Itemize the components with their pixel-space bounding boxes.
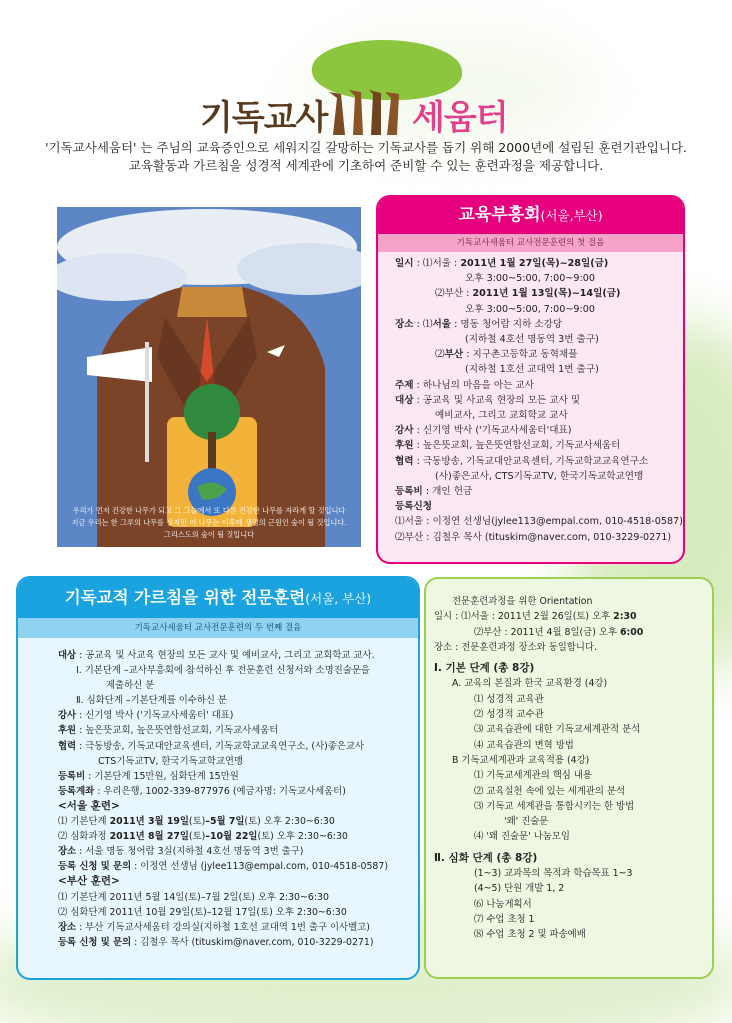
field-text: ⑻ 수업 초청 2 및 파송예배 [474, 929, 586, 941]
detail-line [434, 799, 712, 814]
detail-line [395, 438, 683, 453]
field-label: 장소 [395, 318, 414, 330]
field-label: 후원 [395, 440, 414, 452]
revival-title: 교육부흥회 [458, 205, 541, 225]
field-label: 주제 [395, 379, 414, 391]
field-text: : ⑴ [413, 318, 433, 330]
field-text: B 기독교세계관과 교육적용 (4강) [452, 754, 590, 766]
field-text: : 이정연 선생님 (jylee113@empal.com, 010-4518-0587) [131, 861, 389, 873]
field-text: : 명동 청어람 지하 소강당 [451, 318, 563, 330]
field-text: : 높은뜻교회, 높은뜻연합선교회, 기독교사세움터 [76, 725, 279, 737]
field-text: ⑷ '왜 진술문' 나눔모임 [474, 831, 570, 843]
field-emphasis: 6:00 [619, 626, 644, 638]
detail-line [58, 859, 418, 874]
field-text: 장소 : 전문훈련과정 장소와 동일합니다. [434, 641, 597, 653]
field-label: 등록비 [395, 486, 423, 498]
detail-line [58, 723, 418, 738]
field-emphasis: 2011년 1월 27일(목)~28일(금) [460, 258, 609, 269]
detail-line [395, 454, 683, 469]
field-text: ⑴ 기본단계 [58, 816, 110, 828]
field-text: ⑵ 심화과정 [58, 831, 110, 843]
field-text: ⑴ 기독교세계관의 핵심 내용 [474, 770, 592, 782]
field-text: ⑷ 교육습관의 변혁 방법 [474, 739, 574, 751]
detail-line [58, 874, 418, 889]
field-label: 강사 [58, 710, 77, 722]
field-text: : 공교육 및 사교육 현장의 모든 교사 및 예비교사, 그리고 교회학교 교사. [76, 650, 375, 661]
detail-line [395, 530, 683, 545]
field-text: (토) [188, 816, 206, 828]
detail-line [395, 256, 683, 271]
detail-line [58, 890, 418, 905]
field-label: 대상 [58, 650, 77, 661]
detail-line [434, 692, 712, 707]
field-emphasis: 2011년 8월 27일 [109, 831, 189, 843]
section-heading: Ⅱ. 심화 단계 (총 8강) [434, 851, 538, 864]
intro-line: 교육활동과 가르침을 성경적 세계관에 기초하여 준비할 수 있는 훈련과정을 제공합니다. [128, 158, 604, 173]
field-text: ⑺ 수업 초청 1 [474, 913, 535, 925]
suit-tree-illustration [57, 207, 361, 547]
field-text: (지하철 1호선 교대역 1번 출구) [465, 364, 599, 376]
field-text: ⑵ [435, 349, 445, 361]
detail-line [58, 648, 418, 663]
brand-name-left: 기독교사 [200, 98, 328, 138]
detail-line [395, 423, 683, 438]
field-label: 장소 [58, 921, 77, 933]
detail-line [58, 935, 418, 950]
intro-line: '기독교사세움터' 는 주님의 교육증인으로 세워지길 갈망하는 기독교사를 돕기 위해 2000년에 설립된 훈련기관입니다. [45, 140, 687, 155]
field-emphasis: 2011년 3월 19일 [109, 816, 189, 828]
field-text: : 부산 기독교사세움터 강의실(지하철 1호선 교대역 1번 출구 이사벨고) [76, 921, 370, 933]
intro-text [30, 139, 702, 175]
detail-line [58, 693, 418, 708]
field-text: ⑵ 교육실천 속에 있는 세계관의 분석 [474, 785, 626, 797]
detail-line [395, 332, 683, 347]
field-text: ⑵부산 : 2011년 4월 8일(금) 오후 [474, 626, 620, 638]
field-text: (1~3) 교과목의 목적과 학습목표 1~3 [474, 868, 633, 880]
field-text: : 신기영 박사 ('기독교사세움터'대표) [413, 425, 572, 437]
field-label: 장소 [58, 846, 77, 858]
field-text: : 우리은행, 1002-339-877976 (예금자명: 기독교사세움터) [94, 785, 346, 797]
field-text: (토) [188, 831, 206, 843]
training-section [16, 576, 420, 980]
field-text: ⑴서울 : 이정연 선생님(jylee113@empal.com, 010-4518-0587) [395, 516, 683, 528]
brand-logo [200, 40, 520, 138]
field-text: : ⑴서울 : [413, 258, 461, 269]
orientation-section [424, 577, 714, 979]
tree-trunks-icon [325, 90, 405, 135]
field-text: 전문훈련과정을 위한 Orientation [452, 596, 593, 607]
cover-artwork [57, 207, 361, 547]
field-text: (4~5) 단원 개발 1, 2 [474, 883, 565, 895]
field-label: 후원 [58, 725, 77, 737]
detail-line [434, 768, 712, 783]
detail-line [434, 814, 712, 829]
detail-line [58, 784, 418, 799]
detail-line [434, 640, 712, 655]
field-label: 일시 [395, 258, 414, 269]
detail-line [58, 814, 418, 829]
field-text: 오후 3:00~5:00, 7:00~9:00 [465, 303, 595, 315]
field-text: : 지구촌고등학교 동혁채플 [463, 349, 578, 361]
detail-line [434, 829, 712, 844]
detail-line [434, 707, 712, 722]
training-details [18, 638, 418, 950]
detail-line [395, 378, 683, 393]
detail-line [58, 663, 418, 678]
field-text: 오후 3:00~5:00, 7:00~9:00 [465, 273, 595, 285]
detail-line [395, 469, 683, 484]
field-label: 등록 신청 및 문의 [58, 936, 132, 948]
revival-subtitle: 기독교사세움터 교사전문훈련의 첫 걸음 [378, 234, 683, 252]
field-label: 대상 [395, 394, 414, 406]
field-text: (토) 오후 2:30~6:30 [257, 831, 348, 843]
field-text: ⑵ 심화단계 2011년 10월 29일(토)–12월 17일(토) 오후 2:30~6:30 [58, 906, 347, 918]
field-text: ⑴ 기본단계 2011년 5월 14일(토)–7월 2일(토) 오후 2:30~6:30 [58, 891, 329, 903]
training-title-suffix: (서울, 부산) [305, 591, 372, 606]
caption-line: 그리스도의 숲이 될 것입니다 [163, 530, 255, 539]
field-text: ⑶ 교육습관에 대한 기독교세계관적 분석 [474, 724, 641, 736]
detail-line [395, 286, 683, 301]
field-text: : 개인 헌금 [422, 486, 473, 498]
training-title: 기독교적 가르침을 위한 전문훈련 [64, 588, 306, 607]
field-text: Ⅱ. 심화단계 –기본단계를 이수하신 분 [76, 695, 227, 707]
detail-line [395, 362, 683, 377]
detail-line [434, 722, 712, 737]
field-label: 등록신청 [395, 501, 433, 513]
field-text: CTS기독교TV, 한국기독교학교연맹 [98, 755, 243, 767]
detail-line [58, 739, 418, 754]
field-text: (토) 오후 2:30~6:30 [244, 816, 335, 828]
detail-line [434, 912, 712, 927]
detail-line [395, 499, 683, 514]
field-text: : 기본단계 15만원, 심화단계 15만원 [85, 770, 239, 782]
detail-line [434, 881, 712, 896]
field-text: : 극동방송, 기독교대안교육센터, 기독교학교교육연구소 [413, 455, 649, 467]
detail-line [395, 347, 683, 362]
field-emphasis: 부산 [444, 349, 464, 361]
field-text: ⑹ 나눔게획서 [474, 898, 532, 910]
field-text: ⑵ 성경적 교수관 [474, 709, 544, 721]
field-text: : 신기영 박사 ('기독교사세움터' 대표) [76, 710, 234, 722]
training-header [18, 578, 418, 618]
detail-line [395, 317, 683, 332]
field-text: ⑵부산 : 김철우 목사 (tituskim@naver.com, 010-3229-0271) [395, 531, 672, 543]
detail-line [395, 484, 683, 499]
detail-line [395, 302, 683, 317]
detail-line [58, 799, 418, 814]
field-emphasis: –5월 7일 [205, 816, 245, 828]
field-text: ⑶ 기독교 세계관을 통합시키는 한 방법 [474, 800, 635, 812]
field-text: : 공교육 및 사교육 현장의 모든 교사 및 [413, 394, 581, 406]
caption-line: 우리가 먼저 건강한 나무가 되고 그 그늘에서 또 다른 건강한 나무를 자라게 할 것입니다 [72, 506, 346, 515]
field-text: 예비교사, 그리고 교회학교 교사 [435, 410, 568, 422]
field-text: : 극동방송, 기독교대안교육센터, 기독교학교교육연구소, (사)좋은교사 [76, 740, 365, 752]
training-subtitle: 기독교사세움터 교사전문훈련의 두 번째 걸음 [18, 618, 418, 638]
detail-line [58, 844, 418, 859]
detail-line [434, 661, 712, 676]
detail-line [434, 594, 712, 609]
detail-line [434, 866, 712, 881]
detail-line [58, 829, 418, 844]
revival-header [378, 197, 683, 234]
field-emphasis: 2011년 1월 13일(목)~14일(금) [472, 288, 621, 300]
field-label: 협력 [58, 740, 77, 752]
field-text: A. 교육의 본질과 한국 교육환경 (4강) [452, 678, 608, 690]
section-heading: Ⅰ. 기본 단계 (총 8강) [434, 662, 535, 675]
field-text: ⑴ 성경적 교육관 [474, 693, 544, 705]
field-text: : 높은뜻교회, 높은뜻연합선교회, 기독교사세움터 [413, 440, 621, 452]
detail-line [434, 927, 712, 942]
orientation-details [426, 579, 712, 943]
detail-line [434, 676, 712, 691]
field-text: ⑵부산 : [435, 288, 473, 300]
detail-line [58, 769, 418, 784]
detail-line [434, 753, 712, 768]
field-text: : 김철우 목사 (tituskim@naver.com, 010-3229-0271) [131, 936, 374, 948]
revival-details [378, 252, 683, 545]
detail-line [434, 851, 712, 866]
field-label: 등록비 [58, 770, 86, 782]
detail-line [434, 897, 712, 912]
field-label: 강사 [395, 425, 414, 437]
detail-line [434, 609, 712, 624]
detail-line [395, 393, 683, 408]
revival-title-suffix: (서울,부산) [540, 208, 603, 223]
detail-line [395, 271, 683, 286]
caption-line: 지금 우리는 한 그루의 나무를 심지만 이 나무는 이후에 생명의 근원인 숲이 될 것입니다. [71, 518, 347, 527]
field-label: 등록계좌 [58, 785, 95, 797]
detail-line [58, 905, 418, 920]
field-label: 협력 [395, 455, 414, 467]
field-emphasis: –10월 22일 [205, 831, 258, 843]
detail-line [58, 678, 418, 693]
field-text: : 서울 명동 청어람 3실(지하철 4호선 명동역 3번 출구) [76, 846, 304, 858]
field-text: 제출하신 분 [106, 680, 155, 692]
detail-line [58, 708, 418, 723]
field-label: 등록 신청 및 문의 [58, 861, 132, 873]
field-text: Ⅰ. 기본단계 –교사부흥회에 참석하신 후 전문훈련 신청서와 소명진술문을 [76, 665, 370, 677]
field-emphasis: 2:30 [613, 611, 637, 623]
detail-line [434, 625, 712, 640]
detail-line [395, 514, 683, 529]
field-text: '왜' 진술문 [504, 816, 549, 828]
section-heading: <서울 훈련> [58, 799, 120, 812]
detail-line [395, 408, 683, 423]
brand-name-right: 세움터 [412, 98, 508, 138]
field-text: (사)좋은교사, CTS기독교TV, 한국기독교학교연맹 [435, 470, 644, 482]
detail-line [434, 784, 712, 799]
field-text: : 하나님의 마음을 아는 교사 [413, 379, 534, 391]
section-heading: <부산 훈련> [58, 875, 120, 888]
field-text: (지하철 4호선 명동역 3번 출구) [465, 334, 599, 346]
field-text: 일시 : ⑴서울 : 2011년 2월 26일(토) 오후 [434, 611, 614, 623]
field-emphasis: 서울 [432, 318, 452, 330]
revival-section [376, 195, 685, 564]
detail-line [58, 920, 418, 935]
artwork-caption [57, 505, 361, 541]
detail-line [434, 738, 712, 753]
detail-line [58, 754, 418, 769]
